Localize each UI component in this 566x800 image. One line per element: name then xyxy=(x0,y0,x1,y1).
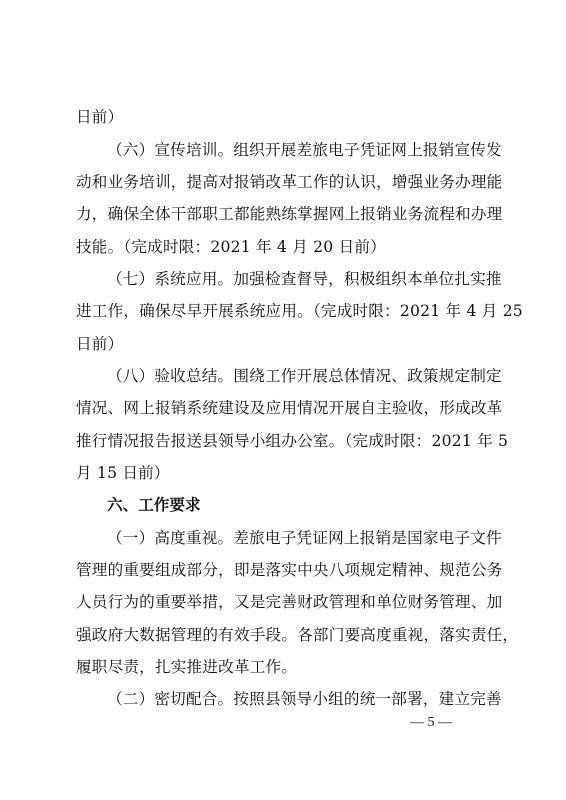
text-line: （八）验收总结。围绕工作开展总体情况、政策规定制定 xyxy=(107,367,502,385)
text-line: 推行情况报告报送县领导小组办公室。（完成时限：2021 年 5 xyxy=(76,432,509,450)
text-line: 动和业务培训，提高对报销改革工作的认识，增强业务办理能 xyxy=(76,173,503,191)
text-line: 日前） xyxy=(76,335,124,353)
page-number: — 5 — xyxy=(410,715,452,730)
text-line: 力，确保全体干部职工都能熟练掌握网上报销业务流程和办理 xyxy=(76,205,503,223)
text-line: 情况、网上报销系统建设及应用情况开展自主验收，形成改革 xyxy=(76,399,503,417)
text-line: （六）宣传培训。组织开展差旅电子凭证网上报销宣传发 xyxy=(107,141,502,159)
text-line: 人员行为的重要举措，又是完善财政管理和单位财务管理、加 xyxy=(76,593,503,611)
text-line: （一）高度重视。差旅电子凭证网上报销是国家电子文件 xyxy=(107,529,502,547)
text-line: （二）密切配合。按照县领导小组的统一部署，建立完善 xyxy=(107,690,502,708)
text-line: 日前） xyxy=(76,108,124,126)
text-line: 进工作，确保尽早开展系统应用。（完成时限：2021 年 4 月 25 xyxy=(76,302,523,320)
text-line: 月 15 日前） xyxy=(76,464,170,482)
text-line: 技能。（完成时限：2021 年 4 月 20 日前） xyxy=(76,238,386,256)
section-heading: 六、工作要求 xyxy=(107,496,201,514)
text-line: （七）系统应用。加强检查督导，积极组织本单位扎实推 xyxy=(107,270,502,288)
text-line: 强政府大数据管理的有效手段。各部门要高度重视，落实责任， xyxy=(76,626,519,644)
text-line: 管理的重要组成部分，即是落实中央八项规定精神、规范公务 xyxy=(76,561,503,579)
text-line: 履职尽责，扎实推进改革工作。 xyxy=(76,658,298,676)
